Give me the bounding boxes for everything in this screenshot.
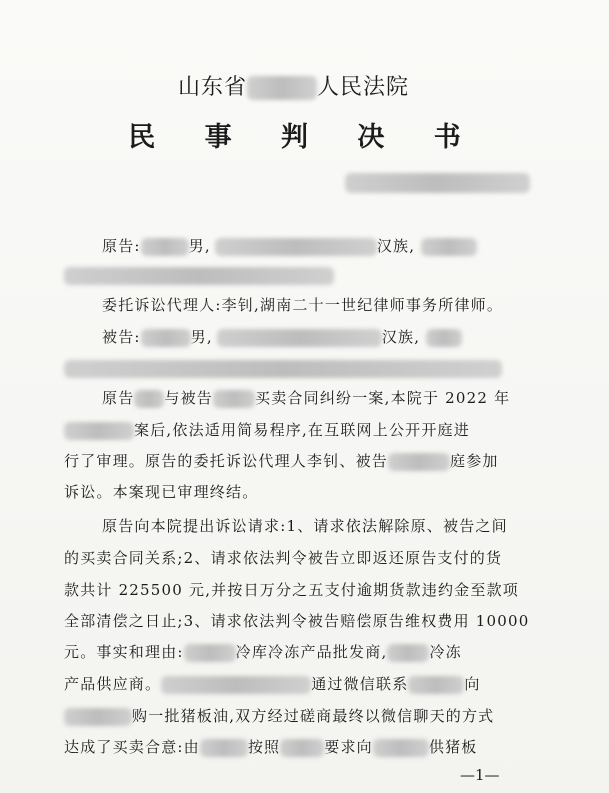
paragraph-line bbox=[64, 420, 470, 440]
redacted-block bbox=[215, 238, 377, 256]
redacted-block bbox=[213, 390, 255, 408]
redacted-block bbox=[247, 76, 317, 100]
text-fragment: 行了审理。原告的委托诉讼代理人李钊、被告 bbox=[64, 452, 389, 470]
text-fragment: 与被告 bbox=[164, 389, 214, 407]
defendant-ethnicity: 汉族, bbox=[381, 328, 421, 346]
paragraph-line bbox=[64, 737, 477, 757]
paragraph-line bbox=[64, 706, 494, 726]
plaintiff-address-line bbox=[64, 265, 334, 285]
text-fragment: 元。事实和理由: bbox=[64, 643, 184, 661]
plaintiff-label: 原告: bbox=[102, 237, 141, 255]
text-fragment: 买卖合同纠纷一案,本院于 2022 年 bbox=[255, 389, 511, 407]
redacted-block bbox=[64, 422, 134, 440]
case-number bbox=[345, 172, 530, 193]
paragraph-line bbox=[64, 642, 462, 662]
text-fragment: 按照 bbox=[247, 738, 281, 756]
text-fragment: 冷库冷冻产品批发商, bbox=[235, 643, 388, 661]
redacted-block bbox=[184, 644, 236, 662]
text-fragment: 达成了买卖合意:由 bbox=[64, 738, 200, 756]
redacted-block bbox=[141, 329, 191, 347]
plaintiff-ethnicity: 汉族, bbox=[376, 237, 416, 255]
redacted-block bbox=[217, 329, 382, 347]
paragraph-line: 全部清偿之日止;3、请求依法判令被告赔偿原告维权费用 10000 bbox=[64, 612, 530, 630]
defendant-address-line bbox=[64, 358, 502, 378]
text-fragment: 案后,依法适用简易程序,在互联网上公开开庭进 bbox=[134, 421, 470, 439]
redacted-block bbox=[426, 329, 462, 347]
redacted-block bbox=[64, 360, 502, 378]
court-prefix: 山东省 bbox=[178, 75, 248, 100]
text-fragment: 原告 bbox=[102, 389, 135, 407]
plaintiff-gender: 男, bbox=[188, 237, 211, 255]
court-name bbox=[178, 70, 409, 101]
paragraph-line: 的买卖合同关系;2、请求依法判令被告立即返还原告支付的货 bbox=[64, 549, 503, 567]
redacted-block bbox=[64, 267, 334, 285]
text-fragment: 通过微信联系 bbox=[311, 675, 409, 693]
redacted-block bbox=[373, 739, 429, 757]
redacted-block bbox=[388, 453, 450, 471]
text-fragment: 产品供应商。 bbox=[64, 675, 162, 693]
redacted-block bbox=[421, 238, 477, 256]
redacted-block bbox=[161, 676, 311, 694]
page-number: —1— bbox=[460, 766, 500, 784]
text-fragment: 庭参加 bbox=[450, 452, 499, 470]
redacted-block bbox=[200, 739, 248, 757]
paragraph-line: 款共计 225500 元,并按日万分之五支付逾期货款违约金至款项 bbox=[64, 581, 519, 599]
redacted-block bbox=[134, 390, 164, 408]
redacted-block bbox=[345, 173, 530, 193]
plaintiff-line bbox=[102, 236, 477, 256]
text-fragment: 购一批猪板油,双方经过磋商最终以微信聊天的方式 bbox=[132, 707, 495, 725]
text-fragment: 要求向 bbox=[324, 738, 373, 756]
agent-line: 委托诉讼代理人:李钊,湖南二十一世纪律师事务所律师。 bbox=[102, 296, 504, 314]
defendant-gender: 男, bbox=[190, 328, 213, 346]
defendant-label: 被告: bbox=[102, 328, 141, 346]
redacted-block bbox=[408, 676, 464, 694]
redacted-block bbox=[141, 238, 189, 256]
document-title: 民 事 判 决 书 bbox=[128, 122, 481, 153]
paragraph-line bbox=[64, 674, 481, 694]
redacted-block bbox=[387, 644, 429, 662]
text-fragment: 供猪板 bbox=[428, 738, 478, 756]
paragraph-line bbox=[64, 451, 499, 471]
defendant-line bbox=[102, 327, 462, 347]
court-suffix: 人民法院 bbox=[317, 75, 410, 100]
redacted-block bbox=[64, 708, 132, 726]
text-fragment: 冷冻 bbox=[429, 643, 462, 661]
redacted-block bbox=[280, 739, 324, 757]
paragraph-line: 原告向本院提出诉讼请求:1、请求依法解除原、被告之间 bbox=[102, 517, 508, 535]
paragraph-line bbox=[102, 388, 510, 408]
paragraph-line: 诉讼。本案现已审理终结。 bbox=[64, 483, 259, 501]
text-fragment: 向 bbox=[464, 675, 481, 693]
